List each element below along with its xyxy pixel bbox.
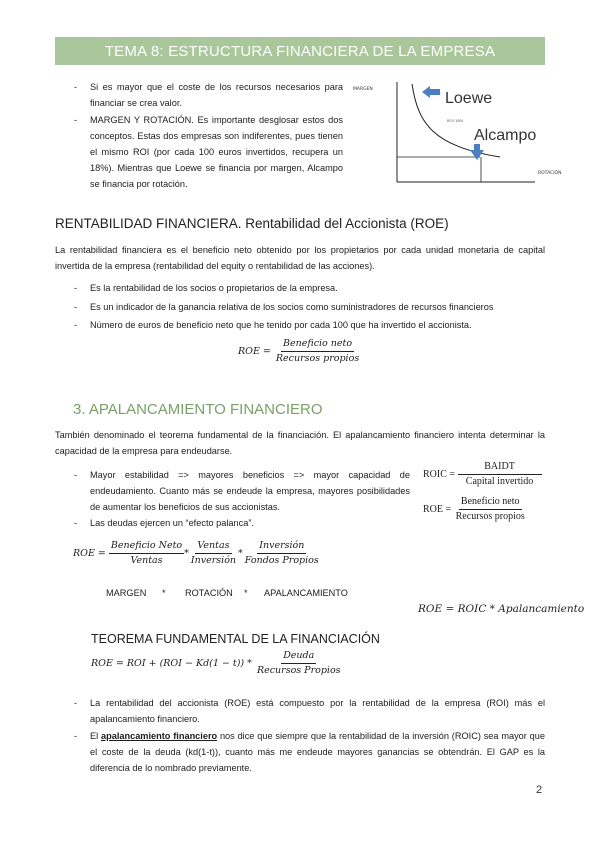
paragraph-roe: La rentabilidad financiera es el beneficio neto obtenido por los propietarios por cada unidad monetaria de capital invertida de la empresa (rentabilidad del equity o rentabilidad de las acciones). [55, 245, 545, 271]
bullet-item: - Es la rentabilidad de los socios o propietarios de la empresa. [74, 283, 338, 293]
decomp-label-rotacion: ROTACIÓN [185, 588, 233, 598]
roe-roic-formula: ROE = ROIC * Apalancamiento [418, 603, 585, 615]
bullet-text: Número de euros de beneficio neto que he tenido por cada 100 que ha invertido el accionista. [90, 320, 472, 330]
roe-decomposition-formula: ROE = $\frac{\text{Beneficio Neto}}{\text{Ventas}}$ * $\frac{\text{Ventas}}{\text{Inversión}}$ * $\frac{\text{Inversión}}{\text{Fondos Propios}}$ [73, 540, 319, 566]
decomp-label-op: * [162, 588, 166, 598]
decomp-label-apalancamiento: APALANCAMIENTO [264, 588, 348, 598]
bullet-item: - Es un indicador de la ganancia relativa de los socios como suministradores de recursos financieros [74, 302, 494, 312]
paragraph-apalancamiento: También denominado el teorema fundamental de la financiación. El apalancamiento financiero intenta determinar la capacidad de la empresa para endeudarse. [55, 430, 545, 456]
bullet-text: La rentabilidad del accionista (ROE) está compuesto por la rentabilidad de la empresa (ROI) más el apalancamiento financiero. [90, 698, 545, 724]
bullet-text: Es la rentabilidad de los socios o propietarios de la empresa. [90, 283, 338, 293]
arrow-left-icon [422, 86, 440, 98]
bullet-item: - Mayor estabilidad => mayores beneficios => mayor capacidad de endeudamiento. Cuanto más se endeude la empresa, mayores posibilidades de aumentar los beneficios de sus accionistas. [74, 470, 410, 512]
bullet-item: - MARGEN Y ROTACIÓN. Es importante desglosar estos dos conceptos. Estas dos empresas son indiferentes, pues tienen el mismo ROI (por cada 100 euros invertidos, recupera un 18%). Mientras que Loewe se financia por margen, Alcampo se financia por rotación. [74, 115, 343, 189]
bullet-item: - La rentabilidad del accionista (ROE) está compuesto por la rentabilidad de la empresa (ROI) más el apalancamiento financiero. [74, 698, 545, 724]
bullet-text: MARGEN Y ROTACIÓN. Es importante desglosar estos dos conceptos. Estas dos empresas son indiferentes, pues tienen el mismo ROI (por cada 100 euros invertidos, recupera un 18%). Mientras que Loewe se financia por margen, Alcampo se financia por rotación. [90, 115, 343, 189]
bullet-item: - Número de euros de beneficio neto que he tenido por cada 100 que ha invertido el accionista. [74, 320, 472, 330]
curve-label: ROI 18% [447, 118, 464, 123]
arrow-down-icon [470, 144, 484, 160]
decomp-label-margen: MARGEN [106, 588, 147, 598]
bullet-text-post: nos dice que siempre que la rentabilidad de la inversión (ROIC) sea mayor que el coste de la deuda (kd(1-t)), cuanto más me endeude mayores ganancias se obtendrán. El GAP es la diferencia de lo nombrado previamente. [90, 731, 545, 773]
bullet-text: Mayor estabilidad => mayores beneficios => mayor capacidad de endeudamiento. Cuanto más se endeude la empresa, mayores posibilidades de aumentar los beneficios de sus accionistas. [90, 470, 410, 512]
bullet-item: - Las deudas ejercen un “efecto palanca”. [74, 518, 254, 528]
roe-formula: ROE = $\frac{\text{Beneficio neto}}{\text{Recursos propios}}$ [238, 338, 360, 364]
bullet-item: - Si es mayor que el coste de los recursos necesarios para financiar se crea valor. [74, 82, 343, 108]
header-title: TEMA 8: ESTRUCTURA FINANCIERA DE LA EMPRESA [104, 42, 496, 60]
bullet-text-pre: El [90, 731, 101, 741]
page-number: 2 [536, 784, 543, 796]
alcampo-label: Alcampo [474, 127, 537, 144]
roe-formula-2: ROE = $\frac{\text{Beneficio neto}}{\text{Recursos propios}}$ [423, 496, 525, 522]
x-axis-label: ROTACIÓN [538, 171, 562, 176]
bullet-text: Las deudas ejercen un “efecto palanca”. [90, 518, 254, 528]
theorem-formula: ROE = ROI + (ROI − Kd(1 − t)) * $\frac{\text{Deuda}}{\text{Recursos Propios}}$ [91, 650, 341, 676]
bullet-text: Es un indicador de la ganancia relativa de los socios como suministradores de recursos financieros [90, 302, 494, 312]
section-heading-roe: RENTABILIDAD FINANCIERA. Rentabilidad del Accionista (ROE) [55, 216, 449, 231]
theorem-heading: TEOREMA FUNDAMENTAL DE LA FINANCIACIÓN [91, 632, 380, 646]
margin-rotation-figure [350, 78, 570, 190]
y-axis-label: MARGEN [353, 87, 373, 92]
bullet-text-underlined: apalancamiento financiero [100, 731, 218, 741]
decomp-label-op: * [244, 588, 248, 598]
roic-formula: ROIC = $\frac{\text{BAIDT}}{\text{Capital invertido}}$ [423, 461, 542, 488]
bullet-text: Si es mayor que el coste de los recursos necesarios para financiar se crea valor. [90, 82, 343, 108]
header-bar [55, 37, 545, 65]
bullet-item: - El apalancamiento financiero nos dice que siempre que la rentabilidad de la inversión (ROIC) sea mayor que el coste de la deuda (kd(1-t)), cuanto más me endeude mayores ganancias se obtendrán. El GAP es la diferencia de lo nombrado previamente. [74, 731, 545, 773]
loewe-label: Loewe [445, 90, 493, 107]
section-heading-apalancamiento: 3. APALANCAMIENTO FINANCIERO [73, 401, 323, 418]
